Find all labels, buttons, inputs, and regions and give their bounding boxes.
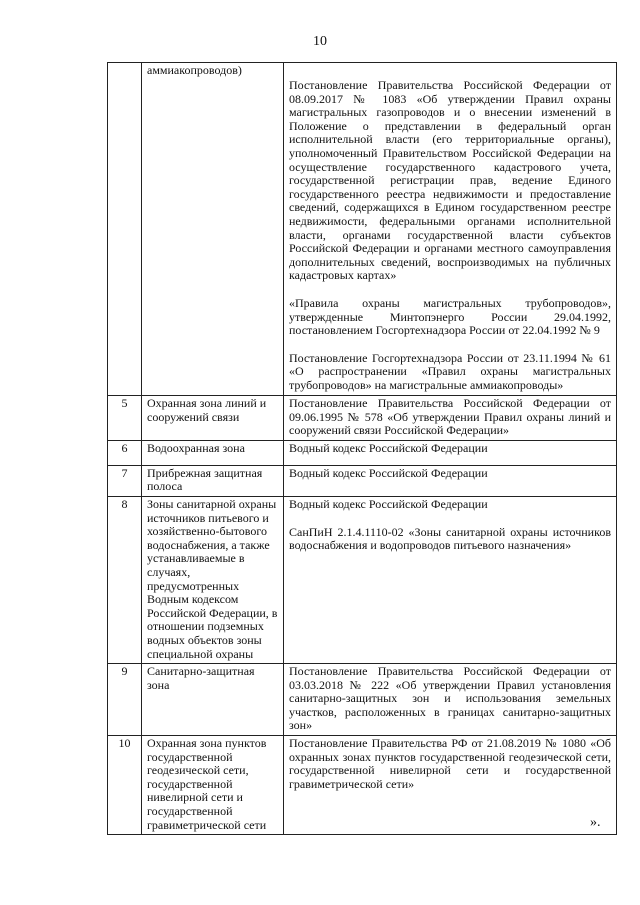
- legal-basis: [284, 465, 617, 496]
- page-number: 10: [313, 34, 327, 49]
- legal-basis: [284, 664, 617, 736]
- zone-name: Охранная зона линий и сооружений связи: [142, 396, 284, 441]
- zone-name: Водоохранная зона: [142, 440, 284, 465]
- row-number: [108, 63, 142, 396]
- legal-basis: [284, 63, 617, 396]
- legal-act: Водный кодекс Российской Федерации: [289, 440, 488, 455]
- table-row: [108, 736, 617, 835]
- legal-act: Постановление Правительства Российской Федерации от 09.06.1995 № 578 «Об утверждении Правил охраны линий и сооружений связи Российской Федерации»: [289, 396, 611, 438]
- legal-act: СанПиН 2.1.4.1110-02 «Зоны санитарной охраны источников водоснабжения и водопроводов питьевого назначения»: [289, 524, 611, 553]
- table-row: [108, 440, 617, 465]
- row-number: 10: [108, 736, 142, 835]
- legal-act: Постановление Госгортехнадзора России от 23.11.1994 № 61 «О распространении «Правил охраны магистральных трубопроводов» на магистральные аммиакопроводы»: [289, 350, 611, 392]
- row-number: 6: [108, 440, 142, 465]
- closing-quote-mark: ».: [590, 815, 601, 830]
- table-row: [108, 396, 617, 441]
- table-row: [108, 496, 617, 663]
- table-row: [108, 465, 617, 496]
- zone-name: Зоны санитарной охраны источников питьевого и хозяйственно-бытового водоснабжения, а также устанавливаемые в случаях, предусмотренных Водным кодексом Российской Федерации, в отношении подземных водных объектов зоны специальной охраны: [142, 496, 284, 663]
- legal-basis: [284, 736, 617, 835]
- legal-act: Водный кодекс Российской Федерации: [289, 496, 488, 511]
- legal-act: «Правила охраны магистральных трубопроводов», утвержденные Минтопэнерго России 29.04.1992, постановлением Госгортехнадзора России от 22.04.1992 № 9: [289, 295, 611, 338]
- legal-basis: [284, 440, 617, 465]
- zone-name: аммиакопроводов): [142, 63, 284, 396]
- row-number: 8: [108, 496, 142, 663]
- table-row: [108, 664, 617, 736]
- legal-act: Постановление Правительства Российской Федерации от 08.09.2017 № 1083 «Об утверждении Правил охраны магистральных газопроводов и о внесении изменений в Положение о представлении в федеральный орган исполнительной власти (его территориальные органы), уполномоченный Правительством Российской Федерации на осуществление государственного кадастрового учета, государственной регистрации прав, ведение Единого государственного реестра недвижимости и предоставление сведений, содержащихся в Едином государственном реестре недвижимости, федеральными органами исполнительной власти, органами государственной власти субъектов Российской Федерации и органами местного самоуправления дополнительных сведений, воспроизводимых на публичных кадастровых картах»: [289, 78, 611, 283]
- legal-act: Постановление Правительства Российской Федерации от 03.03.2018 № 222 «Об утверждении Правил установления санитарно-защитных зон и использования земельных участков, расположенных в границах санитарно-защитных зон»: [289, 664, 611, 733]
- zone-name: Санитарно-защитная зона: [142, 664, 284, 736]
- row-number: 9: [108, 664, 142, 736]
- zone-name: Охранная зона пунктов государственной геодезической сети, государственной нивелирной сети и государственной гравиметрической сети: [142, 736, 284, 835]
- row-number: 5: [108, 396, 142, 441]
- table-row: [108, 63, 617, 396]
- zone-name: Прибрежная защитная полоса: [142, 465, 284, 496]
- legal-act: Водный кодекс Российской Федерации: [289, 465, 488, 480]
- row-number: 7: [108, 465, 142, 496]
- legal-basis: [284, 396, 617, 441]
- zones-table: [107, 62, 617, 835]
- legal-basis: [284, 496, 617, 663]
- legal-act: Постановление Правительства РФ от 21.08.2019 № 1080 «Об охранных зонах пунктов государственной геодезической сети, государственной нивелирной сети и государственной гравиметрической сети»: [289, 736, 611, 791]
